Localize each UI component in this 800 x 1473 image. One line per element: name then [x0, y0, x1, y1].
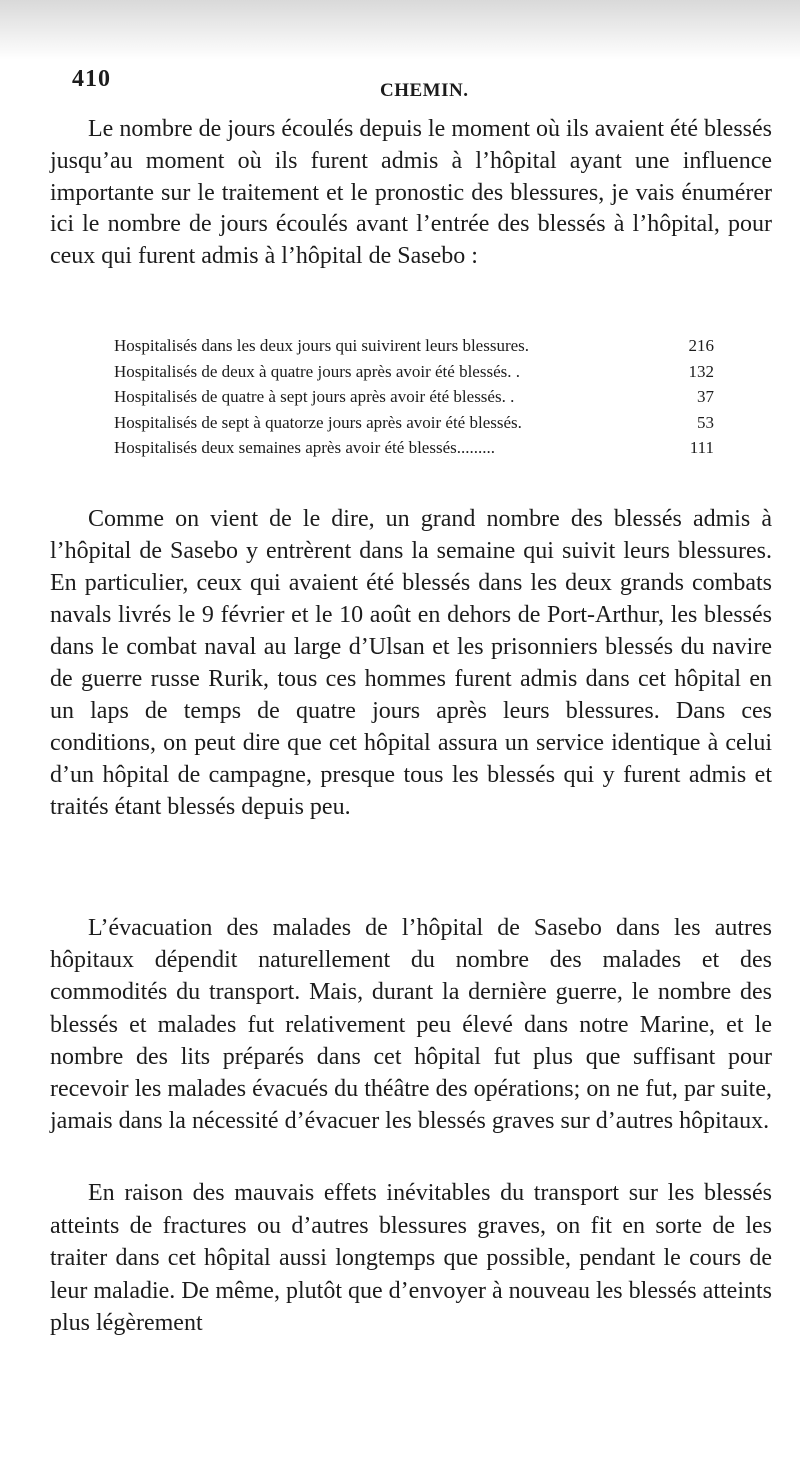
stat-value: 111 — [689, 438, 714, 458]
list-item — [114, 387, 714, 413]
paragraph-intro: Le nombre de jours écoulés depuis le moment où ils avaient été blessés jusqu’au moment où ils furent admis à l’hôpital ayant une influence importante sur le traitement et le pronostic des blessures, je vais énumérer ici le nombre de jours écoulés avant l’entrée des blessés à l’hôpital, pour ceux qui furent admis à l’hôpital de Sasebo : — [50, 116, 772, 270]
paragraph-transport: En raison des mauvais effets inévitables du transport sur les blessés atteints de fractures ou d’autres blessures graves, on fit en sorte de les traiter dans cet hôpital aussi longtemps que possible, pendant le cours de leur maladie. De même, plutôt que d’envoyer à nouveau les blessés atteints plus légèrement — [50, 1180, 772, 1337]
list-item — [114, 362, 714, 388]
page-shadow — [0, 0, 800, 60]
stat-value: 216 — [688, 336, 714, 355]
stat-label: Hospitalisés de sept à quatorze jours après avoir été blessés. — [114, 412, 522, 432]
paragraph-sasebo-admissions: Comme on vient de le dire, un grand nombre des blessés admis à l’hôpital de Sasebo y entrèrent dans la semaine qui suivit leurs blessures. En particulier, ceux qui avaient été blessés dans les deux grands combats navals livrés le 9 février et le 10 août en dehors de Port-Arthur, les blessés dans le combat naval au large d’Ulsan et les prisonniers blessés du navire de guerre russe Rurik, tous ces hommes furent admis dans cet hôpital en un laps de temps de quatre jours après leurs blessures. Dans ces conditions, on peut dire que cet hôpital assura un service identique à celui d’un hôpital de campagne, presque tous les blessés qui y furent admis et traités étant blessés depuis peu. — [50, 506, 772, 820]
running-head: CHEMIN. — [380, 80, 469, 101]
stat-value: 53 — [697, 412, 714, 432]
stat-label: Hospitalisés dans les deux jours qui suivirent leurs blessures. — [114, 336, 530, 355]
list-item — [114, 336, 714, 362]
hospitalization-list — [114, 336, 714, 464]
page-number: 410 — [72, 66, 111, 92]
list-item — [114, 413, 714, 439]
stat-value: 37 — [697, 387, 714, 407]
stat-label: Hospitalisés deux semaines après avoir été blessés......... — [114, 438, 495, 458]
list-item — [114, 438, 714, 464]
stat-value: 132 — [688, 361, 714, 381]
paragraph-evacuation: L’évacuation des malades de l’hôpital de Sasebo dans les autres hôpitaux dépendit naturellement du nombre des malades et des commodités du transport. Mais, durant la dernière guerre, le nombre des blessés et malades fut relativement peu élevé dans notre Marine, et le nombre des lits préparés dans cet hôpital fut plus que suffisant pour recevoir les malades évacués du théâtre des opérations; on ne fut, par suite, jamais dans la nécessité d’évacuer les blessés graves sur d’autres hôpitaux. — [50, 915, 772, 1135]
stat-label: Hospitalisés de deux à quatre jours après avoir été blessés. . — [114, 361, 520, 381]
stat-label: Hospitalisés de quatre à sept jours après avoir été blessés. . — [114, 387, 515, 407]
